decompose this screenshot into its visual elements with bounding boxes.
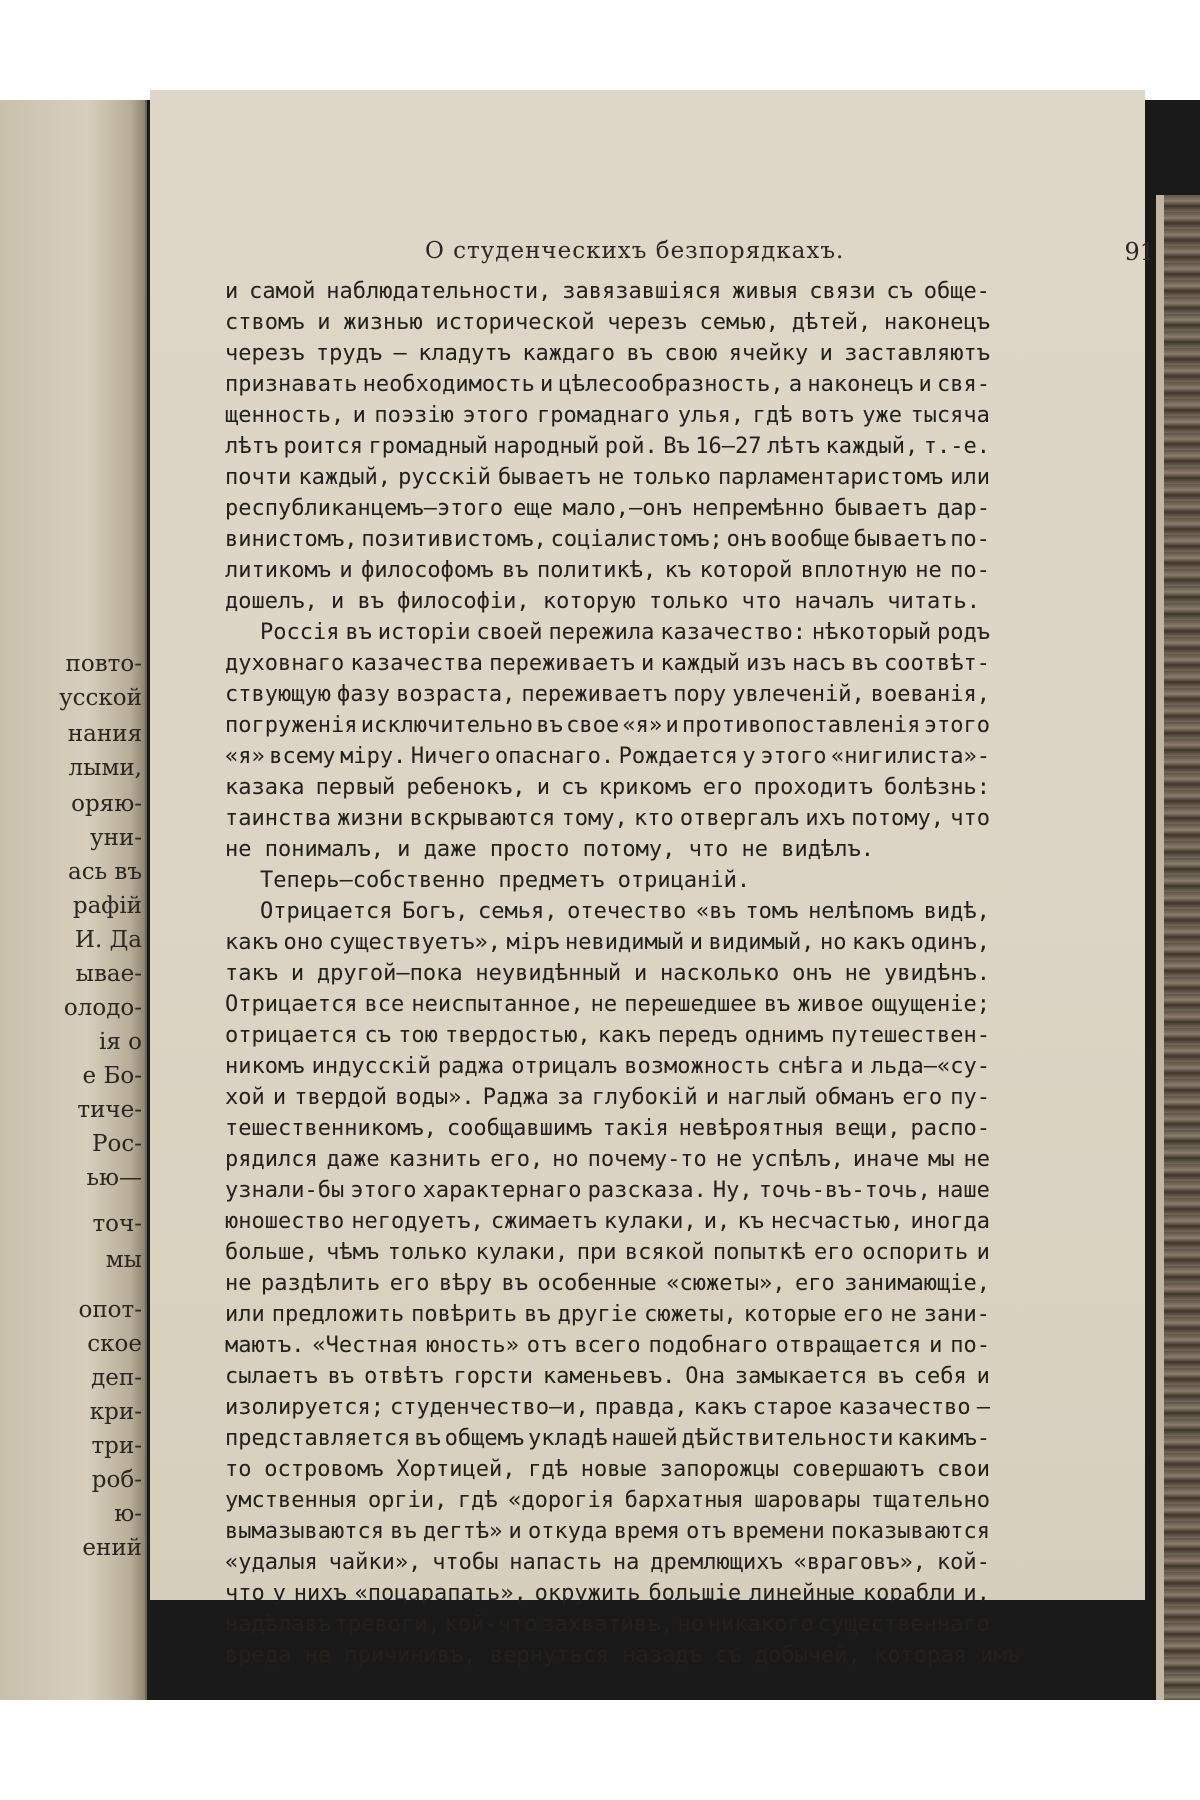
- text-line: черезъ трудъ — кладутъ каждаго въ свою ячейку и заставляютъ: [225, 341, 990, 366]
- left-page-fragment: три-: [91, 1433, 142, 1459]
- left-page-fragment: кри-: [89, 1399, 142, 1425]
- text-line: рядился даже казнить его, но почему-то не успѣлъ, иначе мы не: [225, 1147, 990, 1172]
- left-page-fragment: ений: [82, 1535, 142, 1561]
- text-line: Отрицается все неиспытанное, не перешедшее въ живое ощущеніе;: [225, 992, 990, 1017]
- paragraph: [225, 896, 1020, 1671]
- text-line: хой и твердой воды». Раджа за глубокій и наглый обманъ его пу-: [225, 1085, 990, 1110]
- running-head: [425, 238, 1155, 270]
- left-page-fragment: ью—: [86, 1165, 142, 1191]
- left-page-fragment: ывае-: [75, 961, 142, 987]
- text-line: «удалыя чайки», чтобы напасть на дремлющихъ «враговъ», кой-: [225, 1550, 990, 1575]
- left-page-fragment: опот-: [78, 1297, 142, 1323]
- left-page-fragment: усской: [59, 685, 142, 711]
- paragraph: [225, 617, 990, 865]
- text-line: маютъ. «Честная юность» отъ всего подобнаго отвращается и по-: [225, 1333, 990, 1358]
- left-page-fragment: рафій: [72, 893, 142, 919]
- text-line: винистомъ, позитивистомъ, соціалистомъ; онъ вообще бываетъ по-: [225, 527, 990, 552]
- text-line: или предложить повѣрить въ другіе сюжеты, которые его не зани-: [225, 1302, 990, 1327]
- text-line: «я» всему міру. Ничего опаснаго. Рождается у этого «нигилиста»-: [225, 744, 990, 769]
- text-line: Теперь—собственно предметъ отрицаній.: [260, 868, 751, 893]
- left-page-fragment: деп-: [91, 1365, 142, 1391]
- text-line: ствомъ и жизнью исторической черезъ семью, дѣтей, наконецъ: [225, 310, 990, 335]
- text-line: то островомъ Хортицей, гдѣ новые запорожцы совершаютъ свои: [225, 1457, 990, 1482]
- text-line: дошелъ, и въ философіи, которую только что началъ читать.: [225, 589, 980, 614]
- text-line: признавать необходимость и цѣлесообразность, а наконецъ и свя-: [225, 372, 990, 397]
- left-page-fragment: нания: [67, 721, 142, 747]
- text-line: вымазываются въ дегтѣ» и откуда время отъ времени показываются: [225, 1519, 990, 1544]
- left-page-fragment: ское: [87, 1331, 142, 1357]
- left-page-fragment: уни-: [90, 825, 142, 851]
- text-line: юношество негодуетъ, сжимаетъ кулаки, и, къ несчастью, иногда: [225, 1209, 990, 1234]
- left-page-fragment: Рос-: [92, 1131, 142, 1157]
- left-page-fragment: олодо-: [63, 995, 142, 1021]
- paragraph: [225, 276, 990, 617]
- text-line: щенность, и поэзію этого громаднаго улья, гдѣ вотъ уже тысяча: [225, 403, 990, 428]
- left-page-fragment: точ-: [92, 1211, 142, 1237]
- text-line: лѣтъ роится громадный народный рой. Въ 16—27 лѣтъ каждый, т.-е.: [225, 434, 990, 459]
- text-line: казака первый ребенокъ, и съ крикомъ его проходитъ болѣзнь:: [225, 775, 990, 800]
- left-page-fragment: роб-: [91, 1467, 142, 1493]
- left-page-fragment: ю-: [114, 1501, 142, 1527]
- text-line: что у нихъ «поцарапать», окружить большіе линейные корабли и,: [225, 1581, 990, 1606]
- text-line: духовнаго казачества переживаетъ и каждый изъ насъ въ соотвѣт-: [225, 651, 990, 676]
- left-page-fragment: лыми,: [68, 755, 142, 781]
- page-number: 91: [1124, 238, 1155, 266]
- text-line: узнали-бы этого характернаго разсказа. Ну, точь-въ-точь, наше: [225, 1178, 990, 1203]
- running-head-title: О студенческихъ безпорядкахъ.: [425, 238, 845, 264]
- left-page-fragment: мы: [105, 1247, 142, 1273]
- text-line: почти каждый, русскій бываетъ не только парламентаристомъ или: [225, 465, 990, 490]
- left-page: [0, 100, 147, 1700]
- text-line: надѣлавъ тревоги, кой-что захвативъ, но никакого существеннаго: [225, 1612, 990, 1637]
- book-cover-edge: [1156, 195, 1200, 1700]
- text-line: изолируется; студенчество—и, правда, какъ старое казачество —: [225, 1395, 990, 1420]
- text-line: не понималъ, и даже просто потому, что не видѣлъ.: [225, 837, 875, 862]
- left-page-fragment: И. Да: [74, 927, 142, 953]
- text-line: представляется въ общемъ укладѣ нашей дѣйствительности какимъ-: [225, 1426, 990, 1451]
- left-page-fragment: тиче-: [77, 1097, 142, 1123]
- text-line: ствующую фазу возраста, переживаетъ пору увлеченій, воеванія,: [225, 682, 990, 707]
- right-page: [150, 90, 1155, 1668]
- body-text: [225, 276, 1020, 1671]
- text-line: умственныя оргіи, гдѣ «дорогія бархатныя шаровары тщательно: [225, 1488, 990, 1513]
- text-line: такъ и другой—пока неувидѣнный и насколько онъ не увидѣнъ.: [225, 961, 990, 986]
- text-line: отрицается съ тою твердостью, какъ передъ однимъ путешествен-: [225, 1023, 990, 1048]
- text-line: и самой наблюдательности, завязавшіяся живыя связи съ обще-: [225, 279, 990, 304]
- text-line: республиканцемъ—этого еще мало,—онъ непремѣнно бываетъ дар-: [225, 496, 990, 521]
- text-line: какъ оно существуетъ», міръ невидимый и видимый, но какъ одинъ,: [225, 930, 990, 955]
- text-line: тешественникомъ, сообщавшимъ такія невѣроятныя вещи, распо-: [225, 1116, 990, 1141]
- text-line: литикомъ и философомъ въ политикѣ, къ которой вплотную не по-: [225, 558, 990, 583]
- text-line: таинства жизни вскрываются тому, кто отвергалъ ихъ потому, что: [225, 806, 990, 831]
- text-line: никомъ индусскій раджа отрицалъ возможность снѣга и льда—«су-: [225, 1054, 990, 1079]
- text-line: не раздѣлить его вѣру въ особенные «сюжеты», его занимающіе,: [225, 1271, 990, 1296]
- left-page-fragment: ась въ: [67, 859, 142, 885]
- left-page-fragment: оряю-: [71, 791, 142, 817]
- paragraph: [225, 865, 990, 896]
- left-page-fragment: е Бо-: [82, 1063, 142, 1089]
- left-page-fragment: ія о: [98, 1029, 142, 1055]
- text-line: Россія въ исторіи своей пережила казачество: нѣкоторый родъ: [260, 620, 990, 645]
- text-line: погруженія исключительно въ свое «я» и противопоставленія этого: [225, 713, 990, 738]
- text-line: Отрицается Богъ, семья, отечество «въ томъ нелѣпомъ видѣ,: [260, 899, 990, 924]
- text-line: сылаетъ въ отвѣтъ горсти каменьевъ. Она замыкается въ себя и: [225, 1364, 990, 1389]
- text-line: вреда не причинивъ, вернуться назадъ съ добычей, которая имъ: [225, 1643, 1020, 1668]
- text-line: больше, чѣмъ только кулаки, при всякой попыткѣ его оспорить и: [225, 1240, 990, 1265]
- left-page-fragment: повто-: [65, 651, 142, 677]
